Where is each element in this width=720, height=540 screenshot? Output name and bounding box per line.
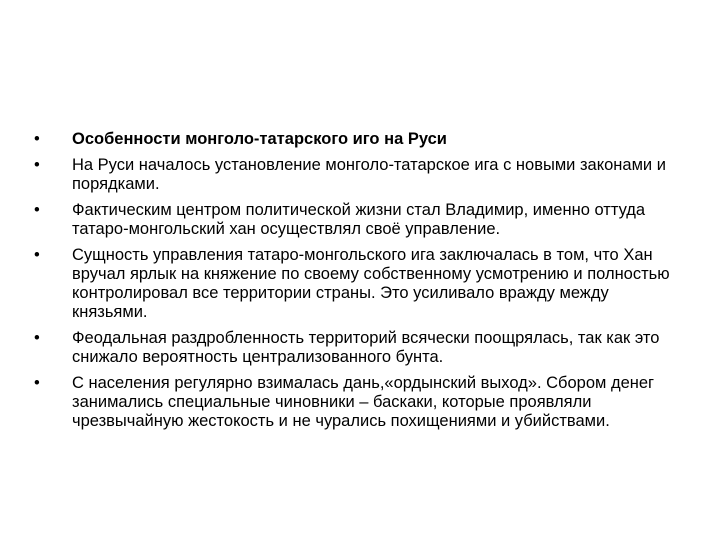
bullet-text: Фактическим центром политической жизни стал Владимир, именно оттуда татаро-монгольский хан осуществлял своё управление. [72,201,646,238]
bullet-text: С населения регулярно взималась дань,«ордынский выход». Сбором денег занимались специальные чиновники – баскаки, которые проявляли чрезвычайную жестокость и не чурались похищениями и убийствами. [72,374,655,430]
bullet-icon: • [34,130,40,148]
bullet-text: Сущность управления татаро-монгольского ига заключалась в том, что Хан вручал ярлык на княжение по своему собственному усмотрению и полностью контролировал все территории страны. Это усиливало вражду между князьями. [72,246,670,321]
bullet-text: На Руси началось установление монголо-татарское ига с новыми законами и порядками. [72,156,666,193]
list-item [34,329,684,367]
list-item [34,130,684,149]
bullet-text: Феодальная раздробленность территорий всячески поощрялась, так как это снижало вероятность централизованного бунта. [72,329,660,366]
bullet-icon: • [34,201,40,219]
bullet-list [34,130,684,438]
list-item [34,156,684,194]
slide-heading: Особенности монголо-татарского иго на Руси [72,130,447,148]
list-item [34,201,684,239]
bullet-icon: • [34,374,40,392]
bullet-icon: • [34,329,40,347]
bullet-icon: • [34,246,40,264]
list-item [34,246,684,322]
list-item [34,374,684,431]
bullet-icon: • [34,156,40,174]
